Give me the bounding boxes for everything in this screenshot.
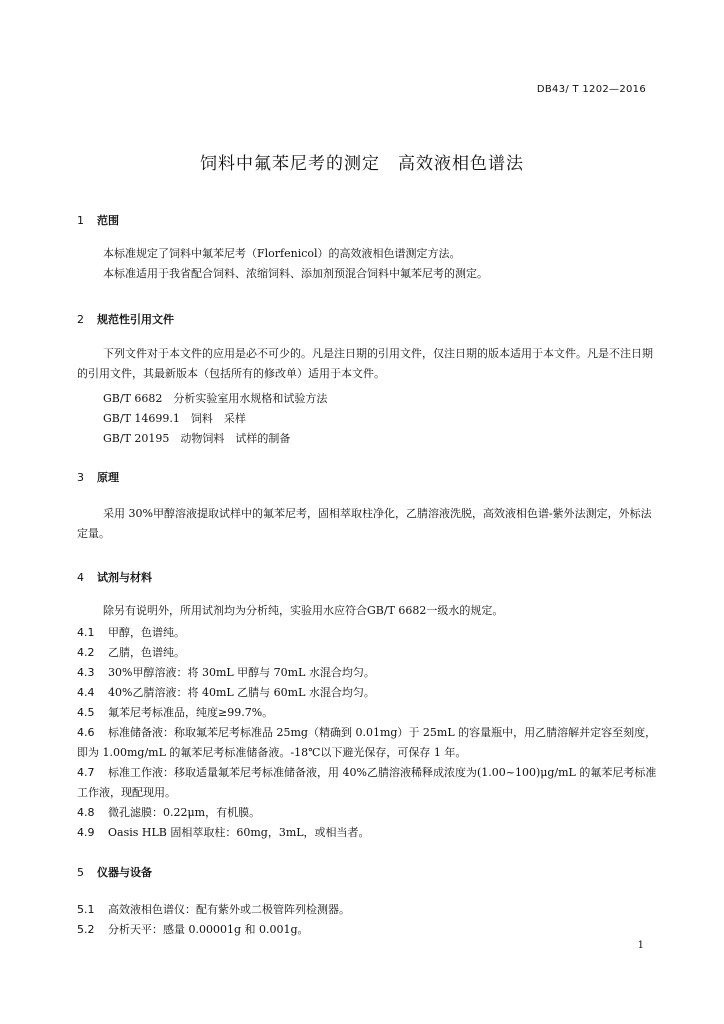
item-text: 氟苯尼考标准品，纯度≥99.7%。 [108, 706, 274, 719]
page-title: 饲料中氟苯尼考的测定 高效液相色谱法 [200, 154, 524, 174]
section-number: 1 [77, 214, 84, 227]
reference-item: GB/T 14699.1 饲料 采样 [103, 412, 246, 425]
list-item [77, 763, 659, 803]
section-number: 5 [77, 866, 84, 879]
section-heading-3 [77, 469, 119, 485]
item-number: 4.8 [77, 806, 95, 819]
list-item [77, 643, 659, 663]
list-item [77, 920, 659, 940]
section-heading-2 [77, 311, 174, 327]
item-number: 4.4 [77, 686, 95, 699]
paragraph: 本标准适用于我省配合饲料、浓缩饲料、添加剂预混合饲料中氟苯尼考的测定。 [103, 267, 488, 280]
section-number: 2 [77, 313, 84, 326]
item-number: 4.3 [77, 666, 95, 679]
list-item [77, 803, 659, 823]
item-number: 4.7 [77, 766, 95, 779]
section-title: 原理 [97, 471, 119, 484]
paragraph: 本标准规定了饲料中氟苯尼考（Florfenicol）的高效液相色谱测定方法。 [103, 247, 461, 260]
list-item [77, 683, 659, 703]
page-number: 1 [637, 940, 644, 951]
item-number: 4.2 [77, 646, 95, 659]
list-item [77, 623, 659, 643]
list-item [77, 663, 659, 683]
section-title: 仪器与设备 [97, 866, 152, 879]
item-text: 微孔滤膜：0.22μm，有机膜。 [108, 806, 261, 819]
item-number: 5.2 [77, 923, 95, 936]
section-number: 4 [77, 571, 84, 584]
paragraph: 除另有说明外，所用试剂均为分析纯，实验用水应符合GB/T 6682一级水的规定。 [103, 604, 504, 617]
section-title: 范围 [97, 214, 119, 227]
item-number: 4.6 [77, 726, 95, 739]
section-number: 3 [77, 471, 84, 484]
list-item [77, 823, 659, 843]
list-item [77, 703, 659, 723]
item-text: Oasis HLB 固相萃取柱：60mg，3mL，或相当者。 [108, 826, 370, 839]
section-title: 规范性引用文件 [97, 313, 174, 326]
section-title: 试剂与材料 [97, 571, 152, 584]
item-text: 30%甲醇溶液：将 30mL 甲醇与 70mL 水混合均匀。 [108, 666, 375, 679]
section-heading-5 [77, 864, 152, 880]
document-code: DB43/ T 1202—2016 [536, 84, 646, 95]
item-text: 标准储备液：称取氟苯尼考标准品 25mg（精确到 0.01mg）于 25mL 的容量瓶中，用乙腈溶解并定容至刻度，即为 1.00mg/mL 的氟苯尼考标准储备液。-18℃以下避光保存，可保存 1 年。 [77, 726, 657, 759]
item-text: 甲醇，色谱纯。 [108, 626, 185, 639]
paragraph: 下列文件对于本文件的应用是必不可少的。凡是注日期的引用文件，仅注日期的版本适用于本文件。凡是不注日期的引用文件，其最新版本（包括所有的修改单）适用于本文件。 [77, 347, 653, 380]
item-number: 4.1 [77, 626, 95, 639]
reference-item: GB/T 6682 分析实验室用水规格和试验方法 [103, 392, 328, 405]
section-heading-1 [77, 212, 119, 228]
item-text: 标准工作液：移取适量氟苯尼考标准储备液，用 40%乙腈溶液稀释成浓度为(1.00~100)μg/mL 的氟苯尼考标准工作液，现配现用。 [77, 766, 657, 799]
item-text: 高效液相色谱仪：配有紫外或二极管阵列检测器。 [108, 903, 350, 916]
list-item [77, 900, 659, 920]
paragraph: 采用 30%甲醇溶液提取试样中的氟苯尼考，固相萃取柱净化，乙腈溶液洗脱，高效液相色谱-紫外法测定，外标法定量。 [77, 507, 652, 540]
item-text: 分析天平：感量 0.00001g 和 0.001g。 [108, 923, 309, 936]
item-number: 5.1 [77, 903, 95, 916]
item-text: 40%乙腈溶液：将 40mL 乙腈与 60mL 水混合均匀。 [108, 686, 375, 699]
reference-item: GB/T 20195 动物饲料 试样的制备 [103, 432, 291, 445]
item-text: 乙腈，色谱纯。 [108, 646, 185, 659]
list-item [77, 723, 659, 763]
item-number: 4.9 [77, 826, 95, 839]
section-heading-4 [77, 569, 152, 585]
item-number: 4.5 [77, 706, 95, 719]
